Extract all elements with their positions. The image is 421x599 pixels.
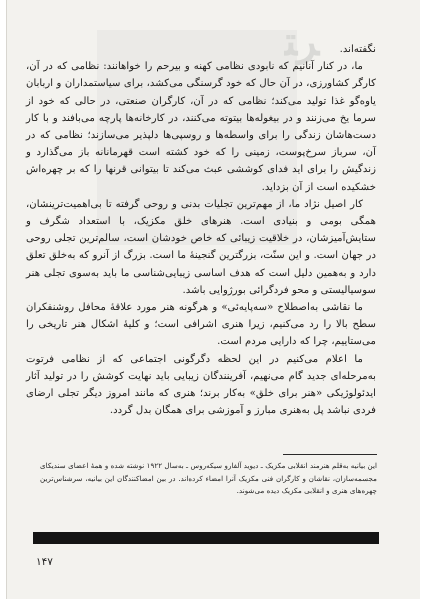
page-number: ۱۴۷ [36,556,53,568]
footer-bar [33,532,379,544]
paragraph: ما نقاشی به‌اصطلاح «سه‌پایه‌ئی» و هرگونه هنر مورد علاقۀ محافل روشنفکران سطح بالا را رد می‌کنیم، زیرا هنری اشرافی است؛ و کلیۀ اشکال هنر تاریخی را می‌ستاییم، چرا که دارایی مردم است. [26,302,376,348]
paragraph: ما اعلام می‌کنیم در این لحظه دگرگونی اجتماعی که از نظامی فرتوت به‌مرحله‌ای جدید گام می‌نهیم، آفرینندگان زیبایی باید نهایت کوشش را در تولید آثار ایدئولوژیکی «هنر برای خلق» به‌کار برند؛ هنری که مانند امروز دیگر تجلی ارضای فردی نباشد پل به‌هنری مبارز و آموزشی برای همگان بدل گردد. [26,353,376,417]
main-text [26,41,376,419]
paragraph: نگفته‌اند. [339,44,376,55]
paragraph: ما، در کنار آنانیم که نابودی نظامی کهنه و بیرحم را خواهانند: نظامی که در آن، کارگر کشاورزی، در آن حال که خود گرسنگی می‌کشد، برای سیاستمداران و اربابان یاوه‌گو غذا تولید می‌کند؛ نظامی که در آن، کارگران صنعتی، در حالی که خود از سرما یخ می‌زنند و در بیغوله‌ها بیتوته می‌کنند، در کارخانه‌ها پارچه می‌بافند و با کار دست‌هاشان زندگی را برای واسطه‌ها و روسپی‌ها دلپذیر می‌سازند؛ نظامی که در آن، سرباز سرخ‌پوست، زمینی را که خود کشته است قهرمانانه باز می‌گذارد و زندگیش را برای اید فدای کوششی عبث می‌کند تا بیتوانی قرنها را که بر چهره‌اش خشکیده است از آن بزداید. [26,61,376,193]
paragraph: کار اصیل نژاد ما، از مهم‌ترین تجلیات بدنی و روحی گرفته تا بی‌اهمیت‌ترینشان، همگی بومی و بنیادی است. هنرهای خلق مکزیک، با استعداد شگرف و ستایش‌آمیزشان، در خلاقیت زیبائی که خاص خودشان است، سالم‌ترین تجلی روحی در جهان است. و این سنّت، بزرگترین گنجینۀ ما است. بزرگ از آنرو که به‌خلق تعلق دارد و به‌همین دلیل است که هدف اساسی زیبایی‌شناسی ما باید به‌سوی تجلی هنر سوسیالیستی و محو فردگرائی بورژوایی باشد. [26,198,376,296]
footnote-rule [283,454,377,455]
bleed-through-lettering: ﺮﺘ [285,18,320,65]
footnote: این بیانیه به‌قلم هنرمند انقلابی مکزیک ـ دیوید آلفارو سیکه‌روس ـ به‌سال ۱۹۲۲ نوشته شده و همۀ اعضای سندیکای مجسمه‌سازان، نقاشان و کارگران فنی مکزیک آنرا امضاء کرده‌اند. در بین امضاکنندگان این بیانیه، سرشناس‌ترین چهره‌های هنری و انقلابی مکزیک دیده می‌شوند. [40,461,377,496]
